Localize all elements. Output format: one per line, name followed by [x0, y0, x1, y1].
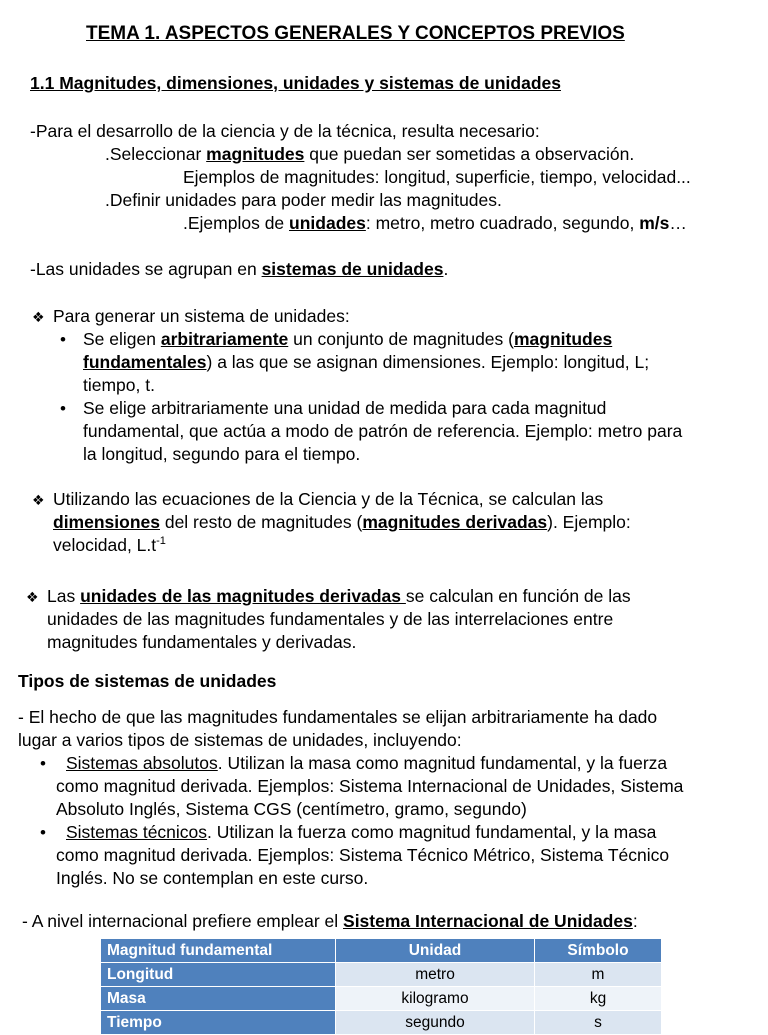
types-heading: Tipos de sistemas de unidades [18, 671, 277, 691]
technical-systems-line-1: Sistemas técnicos. Utilizan la fuerza como magnitud fundamental, y la masa [66, 822, 657, 842]
table-row [101, 963, 662, 987]
absolute-systems-line-3: Absoluto Inglés, Sistema CGS (centímetro, gramo, segundo) [56, 799, 527, 819]
term-unidades-magnitudes-derivadas: unidades de las magnitudes derivadas [80, 586, 406, 606]
types-paragraph-line-2: lugar a varios tipos de sistemas de unidades, incluyendo: [18, 730, 462, 750]
term-sistemas-absolutos: Sistemas absolutos [66, 753, 218, 773]
table-cell: m [535, 963, 662, 987]
equations-line-3: velocidad, $L.t^{-1}$ [53, 535, 166, 555]
generate-bullet-1-line-1: Se eligen arbitrariamente un conjunto de magnitudes (magnitudes [83, 329, 613, 349]
table-cell: Longitud [101, 963, 336, 987]
unit-examples-line: .Ejemplos de unidades: metro, metro cuadrado, segundo, m/s… [183, 213, 687, 233]
table-row [101, 1011, 662, 1035]
term-unidades: unidades [289, 213, 366, 233]
bullet-icon: • [40, 754, 46, 773]
equations-line-2: dimensiones del resto de magnitudes (magnitudes derivadas). Ejemplo: [53, 512, 631, 532]
term-sistemas-tecnicos: Sistemas técnicos [66, 822, 208, 842]
diamond-bullet-icon: ❖ [26, 589, 39, 605]
absolute-systems-line-2: como magnitud derivada. Ejemplos: Sistema Internacional de Unidades, Sistema [56, 776, 684, 796]
table-cell: Masa [101, 987, 336, 1011]
table-cell: segundo [336, 1011, 535, 1035]
si-units-table [100, 938, 662, 1035]
derived-units-line-2: unidades de las magnitudes fundamentales y de las interrelaciones entre [47, 609, 614, 629]
diamond-bullet-icon: ❖ [32, 492, 45, 508]
systems-grouping-line: -Las unidades se agrupan en sistemas de unidades. [30, 259, 449, 279]
international-system-line: - A nivel internacional prefiere emplear el Sistema Internacional de Unidades: [22, 911, 638, 931]
term-dimensiones: dimensiones [53, 512, 160, 532]
equations-line-1: Utilizando las ecuaciones de la Ciencia y de la Técnica, se calculan las [53, 489, 604, 509]
table-header-cell: Símbolo [535, 939, 662, 963]
table-cell: Tiempo [101, 1011, 336, 1035]
term-magnitudes-fundamentales-part1: magnitudes [513, 329, 613, 349]
technical-systems-line-2: como magnitud derivada. Ejemplos: Sistema Técnico Métrico, Sistema Técnico [56, 845, 670, 865]
types-paragraph-line-1: - El hecho de que las magnitudes fundamentales se elijan arbitrariamente ha dado [18, 707, 658, 727]
page-title: TEMA 1. ASPECTOS GENERALES Y CONCEPTOS PREVIOS [86, 23, 625, 44]
table-cell: metro [336, 963, 535, 987]
table-header-cell: Unidad [336, 939, 535, 963]
term-sistema-internacional: Sistema Internacional de Unidades [343, 911, 633, 931]
term-sistemas-de-unidades: sistemas de unidades [261, 259, 444, 279]
diamond-bullet-icon: ❖ [32, 309, 45, 325]
table-cell: kg [535, 987, 662, 1011]
bullet-icon: • [60, 330, 66, 349]
bullet-icon: • [40, 823, 46, 842]
absolute-systems-line-1: Sistemas absolutos. Utilizan la masa como magnitud fundamental, y la fuerza [66, 753, 668, 773]
table-header-cell: Magnitud fundamental [101, 939, 336, 963]
section-heading-1-1: 1.1 Magnitudes, dimensiones, unidades y sistemas de unidades [30, 73, 561, 93]
derived-units-line-3: magnitudes fundamentales y derivadas. [47, 632, 357, 652]
generate-bullet-1-line-2: fundamentales) a las que se asignan dimensiones. Ejemplo: longitud, L; [83, 352, 650, 372]
generate-bullet-2-line-3: la longitud, segundo para el tiempo. [83, 444, 361, 464]
term-magnitudes-fundamentales-part2: fundamentales [83, 352, 207, 372]
generate-bullet-2-line-1: Se elige arbitrariamente una unidad de medida para cada magnitud [83, 398, 607, 418]
term-magnitudes: magnitudes [206, 144, 305, 164]
term-arbitrariamente: arbitrariamente [160, 329, 289, 349]
technical-systems-line-3: Inglés. No se contemplan en este curso. [56, 868, 369, 888]
generate-bullet-1-line-3: tiempo, t. [83, 375, 155, 395]
generate-system-heading: Para generar un sistema de unidades: [53, 306, 350, 326]
term-magnitudes-derivadas: magnitudes derivadas [362, 512, 548, 532]
table-cell: kilogramo [336, 987, 535, 1011]
intro-line: -Para el desarrollo de la ciencia y de la técnica, resulta necesario: [30, 121, 540, 141]
bullet-icon: • [60, 399, 66, 418]
table-row [101, 987, 662, 1011]
select-magnitudes-line: .Seleccionar magnitudes que puedan ser sometidas a observación. [105, 144, 635, 164]
define-units-line: .Definir unidades para poder medir las magnitudes. [105, 190, 502, 210]
generate-bullet-2-line-2: fundamental, que actúa a modo de patrón de referencia. Ejemplo: metro para [83, 421, 683, 441]
table-header-row [101, 939, 662, 963]
table-cell: s [535, 1011, 662, 1035]
derived-units-line-1: Las unidades de las magnitudes derivadas se calculan en función de las [47, 586, 631, 606]
magnitude-examples-line: Ejemplos de magnitudes: longitud, superficie, tiempo, velocidad... [183, 167, 691, 187]
